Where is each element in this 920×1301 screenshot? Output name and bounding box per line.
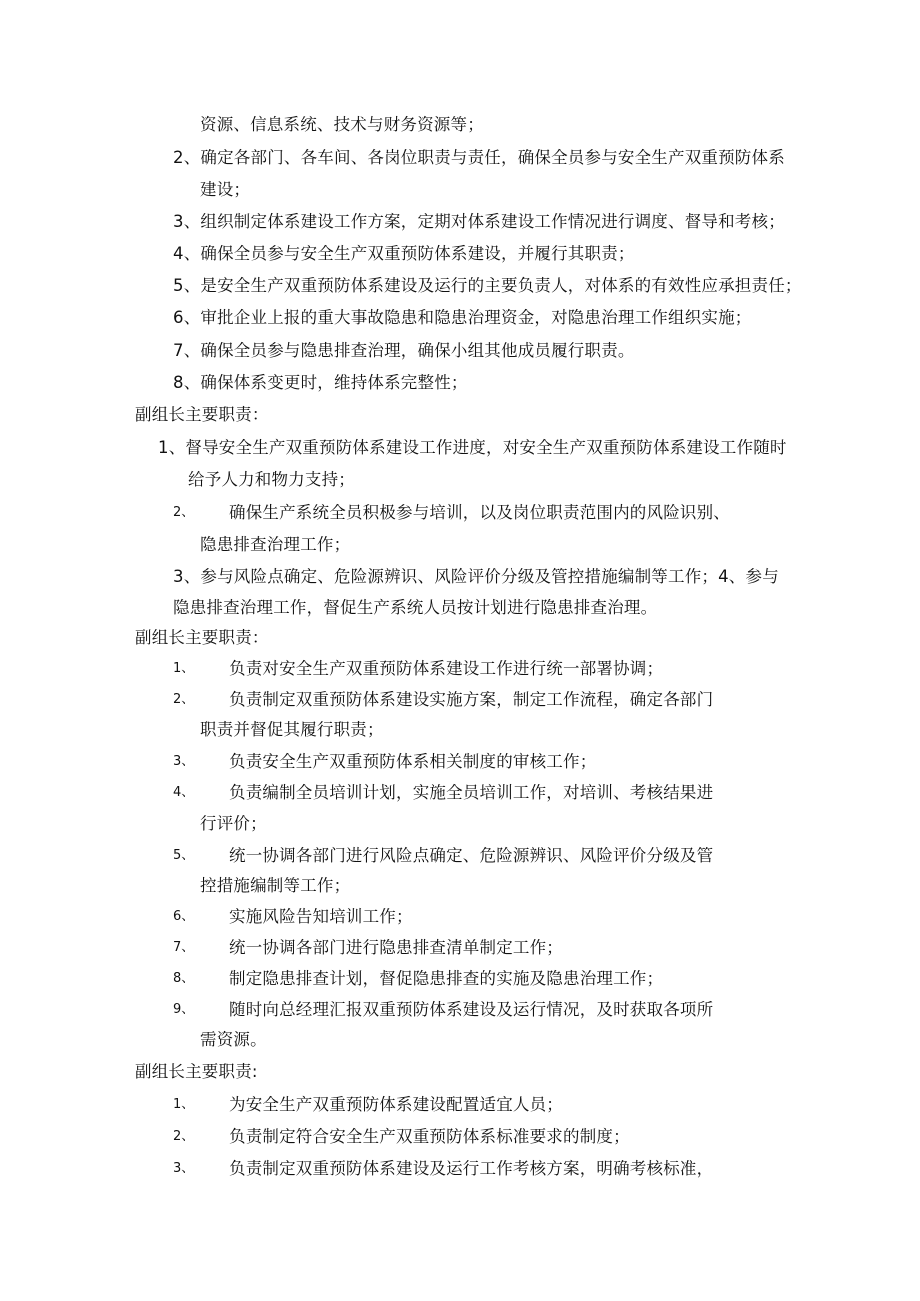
section-heading: 副组长主要职责：: [135, 405, 269, 424]
list-number: 1、: [173, 1097, 195, 1112]
list-item: 负责制定双重预防体系建设及运行工作考核方案，明确考核标准，: [229, 1159, 714, 1178]
text-line: 资源、信息系统、技术与财务资源等；: [200, 115, 484, 134]
list-number: 2、: [173, 692, 195, 707]
section-heading: 副组长主要职责:: [135, 1062, 258, 1081]
text-line: 8、确保体系变更时，维持体系完整性；: [173, 373, 468, 392]
list-item: 制定隐患排查计划，督促隐患排查的实施及隐患治理工作；: [229, 969, 664, 988]
list-item: 负责制定双重预防体系建设实施方案，制定工作流程，确定各部门: [229, 690, 714, 709]
list-number: 2、: [173, 1129, 195, 1144]
list-number: 2、: [173, 505, 195, 520]
section-heading: 副组长主要职责：: [135, 628, 269, 647]
list-item: 负责安全生产双重预防体系相关制度的审核工作；: [229, 752, 597, 771]
text-line: 2、确定各部门、各车间、各岗位职责与责任，确保全员参与安全生产双重预防体系: [173, 148, 785, 167]
list-item: 实施风险告知培训工作；: [229, 907, 413, 926]
list-item-continuation: 需资源。: [200, 1030, 267, 1049]
list-item: 统一协调各部门进行风险点确定、危险源辨识、风险评价分级及管: [229, 846, 714, 865]
text-line: 隐患排查治理工作，督促生产系统人员按计划进行隐患排查治理。: [173, 598, 658, 617]
text-line: 5、是安全生产双重预防体系建设及运行的主要负责人，对体系的有效性应承担责任；: [173, 276, 802, 295]
list-item-continuation: 控措施编制等工作；: [200, 876, 351, 895]
text-line: 3、参与风险点确定、危险源辨识、风险评价分级及管控措施编制等工作；4、参与: [173, 567, 779, 586]
list-item: 负责编制全员培训计划，实施全员培训工作，对培训、考核结果进: [229, 783, 714, 802]
list-number: 3、: [173, 754, 195, 769]
list-item: 为安全生产双重预防体系建设配置适宜人员；: [229, 1095, 563, 1114]
list-number: 5、: [173, 848, 195, 863]
list-number: 1、: [173, 661, 195, 676]
list-number: 8、: [173, 971, 195, 986]
text-line: 4、确保全员参与安全生产双重预防体系建设，并履行其职责；: [173, 244, 635, 263]
text-line: 3、组织制定体系建设工作方案，定期对体系建设工作情况进行调度、督导和考核；: [173, 212, 785, 231]
text-line: 隐患排查治理工作；: [200, 535, 351, 554]
list-item: 负责对安全生产双重预防体系建设工作进行统一部署协调；: [229, 659, 664, 678]
list-number: 3、: [173, 1161, 195, 1176]
list-item: 负责制定符合安全生产双重预防体系标准要求的制度；: [229, 1127, 630, 1146]
list-number: 9、: [173, 1002, 195, 1017]
list-number: 7、: [173, 940, 195, 955]
list-item: 随时向总经理汇报双重预防体系建设及运行情况，及时获取各项所: [229, 1000, 714, 1019]
text-line: 7、确保全员参与隐患排查治理，确保小组其他成员履行职责。: [173, 341, 635, 360]
list-number: 4、: [173, 785, 195, 800]
list-number: 6、: [173, 909, 195, 924]
text-line: 6、审批企业上报的重大事故隐患和隐患治理资金，对隐患治理工作组织实施；: [173, 308, 752, 327]
text-line: 确保生产系统全员积极参与培训，以及岗位职责范围内的风险识别、: [229, 503, 730, 522]
list-item-continuation: 行评价；: [200, 814, 267, 833]
list-item: 统一协调各部门进行隐患排查清单制定工作；: [229, 938, 563, 957]
text-line: 给予人力和物力支持；: [188, 470, 355, 489]
list-item-continuation: 职责并督促其履行职责；: [200, 720, 384, 739]
text-line: 建设；: [200, 180, 251, 199]
text-line: 1、督导安全生产双重预防体系建设工作进度，对安全生产双重预防体系建设工作随时: [158, 438, 787, 457]
